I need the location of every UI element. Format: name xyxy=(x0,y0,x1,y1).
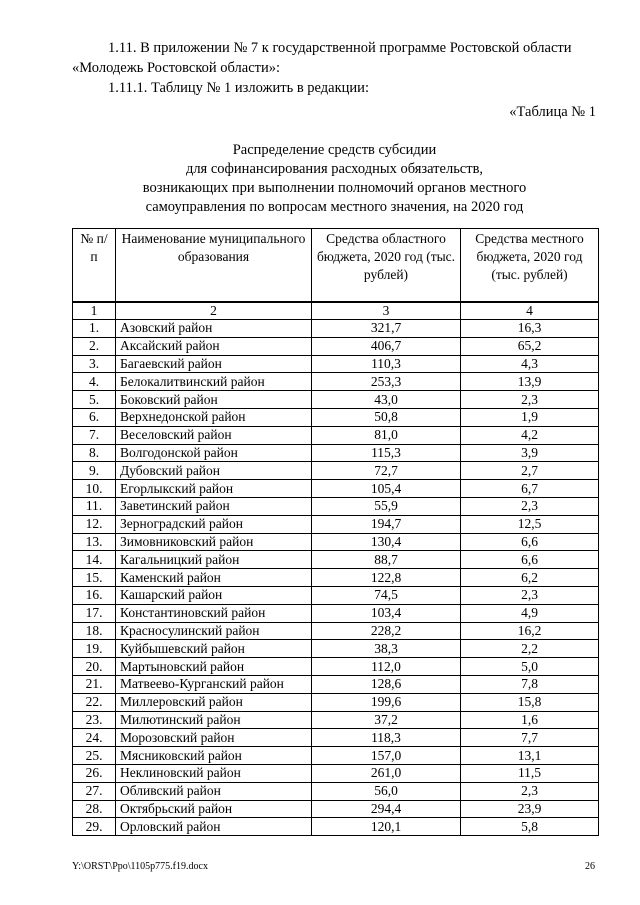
regional-budget-value: 110,3 xyxy=(312,355,461,373)
table-row xyxy=(73,408,599,426)
row-number: 9. xyxy=(73,462,116,480)
municipality-name: Зимовниковский район xyxy=(116,533,312,551)
regional-budget-value: 228,2 xyxy=(312,622,461,640)
municipality-name: Октябрьский район xyxy=(116,800,312,818)
municipality-name: Неклиновский район xyxy=(116,764,312,782)
local-budget-value: 4,9 xyxy=(461,604,599,622)
regional-budget-value: 115,3 xyxy=(312,444,461,462)
regional-budget-value: 50,8 xyxy=(312,408,461,426)
local-budget-value: 2,3 xyxy=(461,497,599,515)
header-number: № п/п xyxy=(73,229,116,303)
local-budget-value: 16,2 xyxy=(461,622,599,640)
table-row xyxy=(73,391,599,409)
table-row xyxy=(73,586,599,604)
row-number: 28. xyxy=(73,800,116,818)
row-number: 19. xyxy=(73,640,116,658)
title-line: для софинансирования расходных обязательств, xyxy=(185,161,484,177)
table-header-row xyxy=(73,229,599,303)
row-number: 4. xyxy=(73,373,116,391)
local-budget-value: 1,6 xyxy=(461,711,599,729)
table-row xyxy=(73,818,599,836)
regional-budget-value: 130,4 xyxy=(312,533,461,551)
table-row xyxy=(73,764,599,782)
local-budget-value: 5,0 xyxy=(461,658,599,676)
regional-budget-value: 81,0 xyxy=(312,426,461,444)
local-budget-value: 11,5 xyxy=(461,764,599,782)
table-row xyxy=(73,747,599,765)
regional-budget-value: 294,4 xyxy=(312,800,461,818)
table-row xyxy=(73,782,599,800)
subsidy-table xyxy=(72,228,599,836)
intro-text xyxy=(72,38,597,98)
page-number: 26 xyxy=(585,861,595,872)
row-number: 26. xyxy=(73,764,116,782)
table-row xyxy=(73,533,599,551)
row-number: 15. xyxy=(73,569,116,587)
table-row xyxy=(73,373,599,391)
municipality-name: Заветинский район xyxy=(116,497,312,515)
regional-budget-value: 43,0 xyxy=(312,391,461,409)
column-index: 1 xyxy=(73,302,116,320)
row-number: 12. xyxy=(73,515,116,533)
municipality-name: Орловский район xyxy=(116,818,312,836)
table-row xyxy=(73,693,599,711)
regional-budget-value: 56,0 xyxy=(312,782,461,800)
municipality-name: Кашарский район xyxy=(116,586,312,604)
municipality-name: Мартыновский район xyxy=(116,658,312,676)
column-index: 3 xyxy=(312,302,461,320)
municipality-name: Константиновский район xyxy=(116,604,312,622)
regional-budget-value: 122,8 xyxy=(312,569,461,587)
local-budget-value: 12,5 xyxy=(461,515,599,533)
header-municipality: Наименование муниципального образования xyxy=(116,229,312,303)
regional-budget-value: 199,6 xyxy=(312,693,461,711)
local-budget-value: 6,2 xyxy=(461,569,599,587)
column-index: 4 xyxy=(461,302,599,320)
municipality-name: Каменский район xyxy=(116,569,312,587)
column-index: 2 xyxy=(116,302,312,320)
regional-budget-value: 55,9 xyxy=(312,497,461,515)
regional-budget-value: 128,6 xyxy=(312,675,461,693)
table-row xyxy=(73,355,599,373)
header-regional-budget: Средства областного бюджета, 2020 год (тыс. рублей) xyxy=(312,229,461,303)
table-row xyxy=(73,444,599,462)
row-number: 21. xyxy=(73,675,116,693)
title-line: возникающих при выполнении полномочий органов местного xyxy=(142,180,527,196)
table-row xyxy=(73,337,599,355)
table-label: «Таблица № 1 xyxy=(509,104,596,120)
row-number: 3. xyxy=(73,355,116,373)
row-number: 13. xyxy=(73,533,116,551)
local-budget-value: 6,7 xyxy=(461,480,599,498)
regional-budget-value: 406,7 xyxy=(312,337,461,355)
municipality-name: Дубовский район xyxy=(116,462,312,480)
local-budget-value: 2,7 xyxy=(461,462,599,480)
municipality-name: Кагальницкий район xyxy=(116,551,312,569)
municipality-name: Боковский район xyxy=(116,391,312,409)
table-row xyxy=(73,729,599,747)
municipality-name: Миллеровский район xyxy=(116,693,312,711)
municipality-name: Мясниковский район xyxy=(116,747,312,765)
regional-budget-value: 253,3 xyxy=(312,373,461,391)
local-budget-value: 1,9 xyxy=(461,408,599,426)
table-title xyxy=(72,141,597,217)
table-body xyxy=(73,320,599,836)
local-budget-value: 6,6 xyxy=(461,533,599,551)
table-row xyxy=(73,515,599,533)
municipality-name: Верхнедонской район xyxy=(116,408,312,426)
column-index-row xyxy=(73,302,599,320)
municipality-name: Милютинский район xyxy=(116,711,312,729)
file-path: Y:\ORST\Ppo\1105p775.f19.docx xyxy=(72,861,208,872)
row-number: 10. xyxy=(73,480,116,498)
regional-budget-value: 103,4 xyxy=(312,604,461,622)
municipality-name: Морозовский район xyxy=(116,729,312,747)
row-number: 5. xyxy=(73,391,116,409)
local-budget-value: 5,8 xyxy=(461,818,599,836)
row-number: 17. xyxy=(73,604,116,622)
row-number: 23. xyxy=(73,711,116,729)
local-budget-value: 23,9 xyxy=(461,800,599,818)
municipality-name: Обливский район xyxy=(116,782,312,800)
row-number: 1. xyxy=(73,320,116,338)
municipality-name: Багаевский район xyxy=(116,355,312,373)
local-budget-value: 2,3 xyxy=(461,391,599,409)
row-number: 7. xyxy=(73,426,116,444)
municipality-name: Зерноградский район xyxy=(116,515,312,533)
row-number: 14. xyxy=(73,551,116,569)
municipality-name: Веселовский район xyxy=(116,426,312,444)
table-row xyxy=(73,800,599,818)
regional-budget-value: 120,1 xyxy=(312,818,461,836)
row-number: 24. xyxy=(73,729,116,747)
title-line: Распределение средств субсидии xyxy=(232,142,437,158)
row-number: 2. xyxy=(73,337,116,355)
local-budget-value: 4,3 xyxy=(461,355,599,373)
table-row xyxy=(73,711,599,729)
row-number: 27. xyxy=(73,782,116,800)
regional-budget-value: 321,7 xyxy=(312,320,461,338)
regional-budget-value: 37,2 xyxy=(312,711,461,729)
regional-budget-value: 88,7 xyxy=(312,551,461,569)
regional-budget-value: 261,0 xyxy=(312,764,461,782)
regional-budget-value: 194,7 xyxy=(312,515,461,533)
table-row xyxy=(73,569,599,587)
table-row xyxy=(73,320,599,338)
table-row xyxy=(73,622,599,640)
row-number: 22. xyxy=(73,693,116,711)
regional-budget-value: 157,0 xyxy=(312,747,461,765)
row-number: 11. xyxy=(73,497,116,515)
local-budget-value: 15,8 xyxy=(461,693,599,711)
local-budget-value: 13,1 xyxy=(461,747,599,765)
local-budget-value: 16,3 xyxy=(461,320,599,338)
row-number: 8. xyxy=(73,444,116,462)
row-number: 25. xyxy=(73,747,116,765)
local-budget-value: 2,3 xyxy=(461,586,599,604)
table-row xyxy=(73,426,599,444)
municipality-name: Аксайский район xyxy=(116,337,312,355)
regional-budget-value: 112,0 xyxy=(312,658,461,676)
local-budget-value: 7,7 xyxy=(461,729,599,747)
table-row xyxy=(73,604,599,622)
title-line: самоуправления по вопросам местного значения, на 2020 год xyxy=(145,199,524,215)
municipality-name: Куйбышевский район xyxy=(116,640,312,658)
regional-budget-value: 74,5 xyxy=(312,586,461,604)
local-budget-value: 65,2 xyxy=(461,337,599,355)
table-row xyxy=(73,658,599,676)
municipality-name: Егорлыкский район xyxy=(116,480,312,498)
row-number: 16. xyxy=(73,586,116,604)
intro-subparagraph: 1.11.1. Таблицу № 1 изложить в редакции: xyxy=(108,80,369,96)
local-budget-value: 2,3 xyxy=(461,782,599,800)
regional-budget-value: 72,7 xyxy=(312,462,461,480)
local-budget-value: 7,8 xyxy=(461,675,599,693)
municipality-name: Белокалитвинский район xyxy=(116,373,312,391)
municipality-name: Матвеево-Курганский район xyxy=(116,675,312,693)
table-row xyxy=(73,497,599,515)
local-budget-value: 13,9 xyxy=(461,373,599,391)
table-row xyxy=(73,462,599,480)
table-row xyxy=(73,551,599,569)
municipality-name: Азовский район xyxy=(116,320,312,338)
municipality-name: Красносулинский район xyxy=(116,622,312,640)
row-number: 18. xyxy=(73,622,116,640)
table-row xyxy=(73,675,599,693)
row-number: 6. xyxy=(73,408,116,426)
local-budget-value: 2,2 xyxy=(461,640,599,658)
row-number: 20. xyxy=(73,658,116,676)
header-local-budget: Средства местного бюджета, 2020 год (тыс. рублей) xyxy=(461,229,599,303)
local-budget-value: 6,6 xyxy=(461,551,599,569)
regional-budget-value: 105,4 xyxy=(312,480,461,498)
intro-paragraph: 1.11. В приложении № 7 к государственной программе Ростовской области «Молодежь Ростовской области»: xyxy=(72,40,572,76)
table-row xyxy=(73,480,599,498)
local-budget-value: 3,9 xyxy=(461,444,599,462)
row-number: 29. xyxy=(73,818,116,836)
local-budget-value: 4,2 xyxy=(461,426,599,444)
municipality-name: Волгодонской район xyxy=(116,444,312,462)
regional-budget-value: 38,3 xyxy=(312,640,461,658)
regional-budget-value: 118,3 xyxy=(312,729,461,747)
table-row xyxy=(73,640,599,658)
